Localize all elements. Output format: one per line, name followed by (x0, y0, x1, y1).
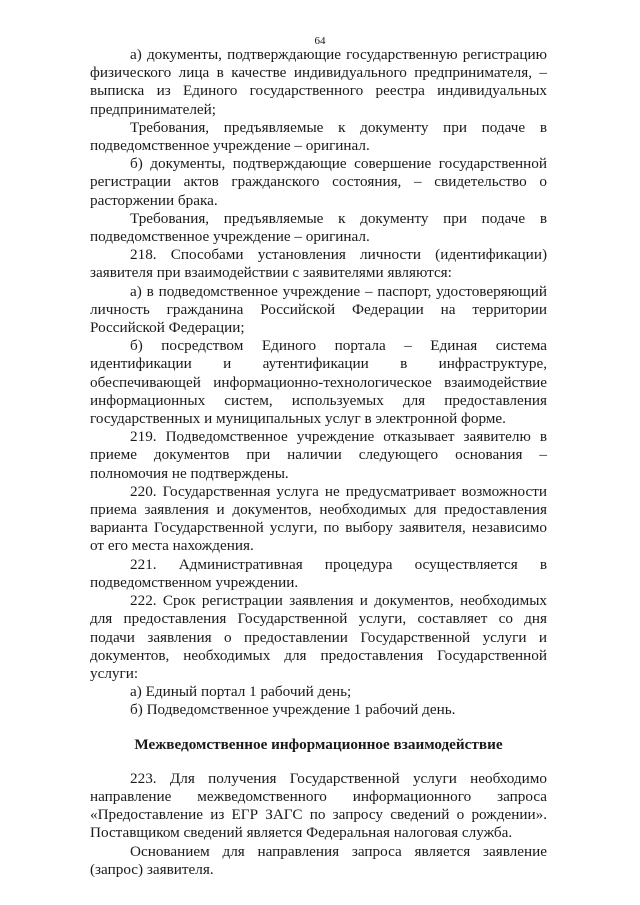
paragraph-a-individual-entrepreneur: а) документы, подтверждающие государственную регистрацию физического лица в качестве индивидуального предпринимателя, – выписка из Единого государственного реестра индивидуальных предпринимателей; (90, 46, 547, 118)
paragraph-218-identification: 218. Способами установления личности (идентификации) заявителя при взаимодействии с заявителями являются: (90, 246, 547, 282)
paragraph-request-basis: Основанием для направления запроса является заявление (запрос) заявителя. (90, 842, 547, 878)
section-heading-interagency: Межведомственное информационное взаимодействие (134, 735, 503, 753)
paragraph-222-a-portal-term: а) Единый портал 1 рабочий день; (130, 683, 352, 701)
paragraph-requirements-original-1: Требования, предъявляемые к документу при подаче в подведомственное учреждение – оригинал. (90, 118, 547, 155)
document-body (90, 46, 547, 879)
paragraph-220-extraterritorial: 220. Государственная услуга не предусматривает возможности приема заявления и документов, необходимых для предоставления варианта Государственной услуги, по выбору заявителя, независимо от его места нахождения. (90, 482, 547, 555)
paragraph-218-a-passport: а) в подведомственное учреждение – паспорт, удостоверяющий личность гражданина Российской Федерации на территории Российской Федерации; (90, 282, 547, 337)
paragraph-222-b-institution-term: б) Подведомственное учреждение 1 рабочий день. (130, 701, 456, 719)
paragraph-218-b-portal: б) посредством Единого портала – Единая система идентификации и аутентификации в инфраструктуре, обеспечивающей информационно-технологическое взаимодействие информационных систем, используемых для предоставления государственных и муниципальных услуг в электронной форме. (90, 337, 547, 428)
paragraph-219-refusal: 219. Подведомственное учреждение отказывает заявителю в приеме документов при наличии следующего основания – полномочия не подтверждены. (90, 428, 547, 482)
paragraph-222-registration-term: 222. Срок регистрации заявления и документов, необходимых для предоставления Государственной услуги, составляет со дня подачи заявления о предоставлении Государственной услуги и документов, необходимых для предоставления Государственной услуги: (90, 592, 547, 682)
paragraph-223-interagency-request: 223. Для получения Государственной услуги необходимо направление межведомственного информационного запроса «Предоставление из ЕГР ЗАГС по запросу сведений о рождении». Поставщиком сведений является Федеральная налоговая служба. (90, 769, 547, 842)
page-number: 64 (314, 35, 326, 47)
paragraph-b-civil-registration: б) документы, подтверждающие совершение государственной регистрации актов гражданского состояния, – свидетельство о расторжении брака. (90, 155, 547, 209)
paragraph-requirements-original-2: Требования, предъявляемые к документу при подаче в подведомственное учреждение – оригинал. (90, 209, 547, 246)
paragraph-221-procedure: 221. Административная процедура осуществляется в подведомственном учреждении. (90, 555, 547, 591)
